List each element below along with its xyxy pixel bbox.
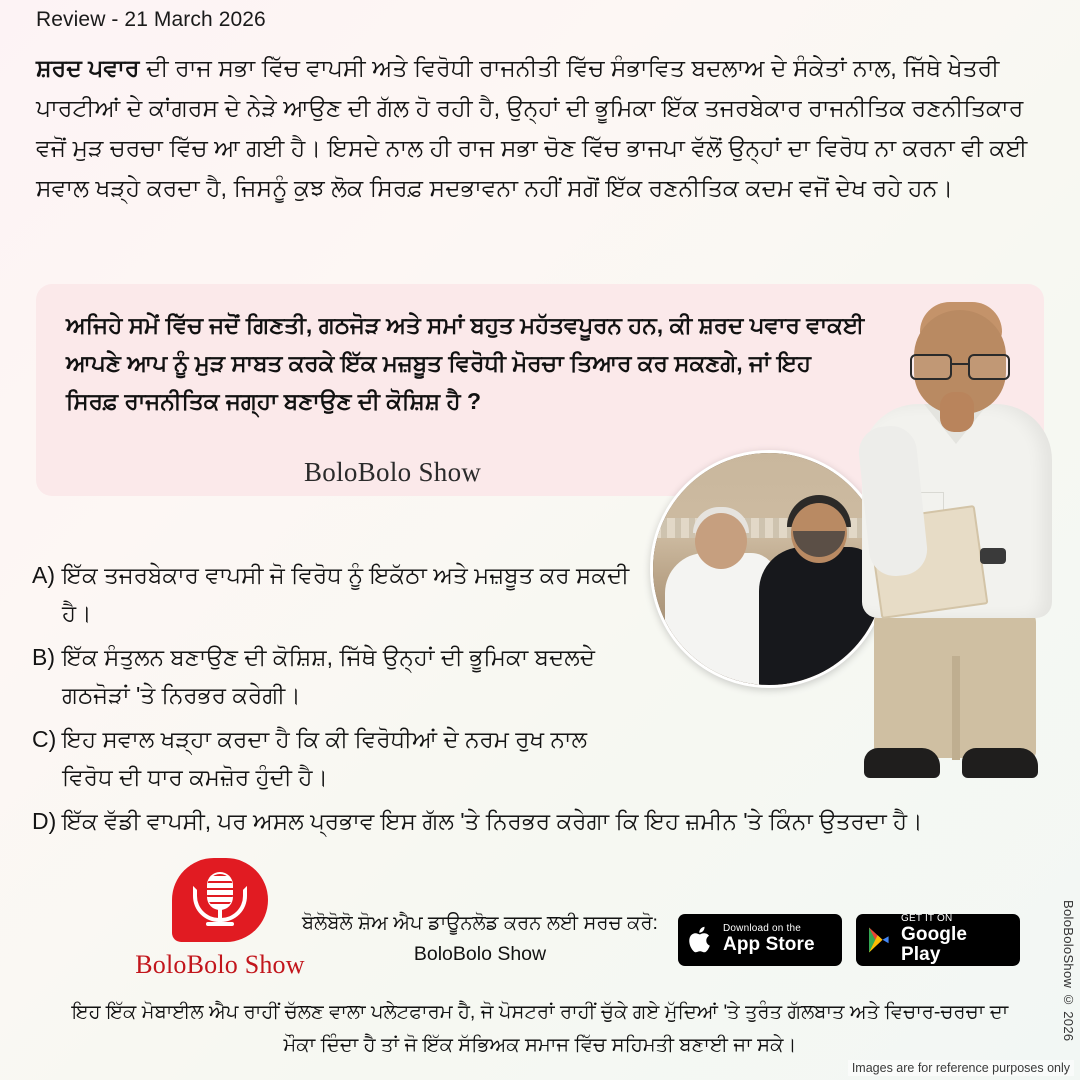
review-date-label: Review - 21 March 2026 bbox=[36, 8, 266, 31]
app-store-small-label: Download on the bbox=[723, 923, 802, 935]
mic-base-icon bbox=[206, 922, 234, 926]
option-c-text: ਇਹ ਸਵਾਲ ਖੜ੍ਹਾ ਕਰਦਾ ਹੈ ਕਿ ਕੀ ਵਿਰੋਧੀਆਂ ਦੇ ਨਰਮ ਰੁਖ ਨਾਲ ਵਿਰੋਧ ਦੀ ਧਾਰ ਕਮਜ਼ੋਰ ਹੁੰਦੀ ਹੈ। bbox=[62, 726, 588, 790]
app-store-text bbox=[723, 924, 815, 955]
cutout-glasses bbox=[908, 354, 1012, 376]
app-store-badge[interactable] bbox=[678, 914, 842, 966]
glasses-bridge bbox=[950, 363, 970, 365]
google-play-badge[interactable] bbox=[856, 914, 1020, 966]
download-prompt-label: ਬੋਲੋਬੋਲੋ ਸ਼ੋਅ ਐਪ ਡਾਊਨਲੋਡ ਕਰਨ ਲਈ ਸਰਚ ਕਰੋ: bbox=[302, 912, 658, 934]
option-a-text: ਇੱਕ ਤਜਰਬੇਕਾਰ ਵਾਪਸੀ ਜੋ ਵਿਰੋਧ ਨੂੰ ਇਕੱਠਾ ਅਤੇ ਮਜ਼ਬੂਤ ਕਰ ਸਕਦੀ ਹੈ। bbox=[62, 562, 630, 626]
option-d[interactable] bbox=[32, 802, 1048, 840]
intro-body-text: ਦੀ ਰਾਜ ਸਭਾ ਵਿੱਚ ਵਾਪਸੀ ਅਤੇ ਵਿਰੋਧੀ ਰਾਜਨੀਤੀ ਵਿੱਚ ਸੰਭਾਵਿਤ ਬਦਲਾਅ ਦੇ ਸੰਕੇਤਾਂ ਨਾਲ, ਜਿੱਥੇ ਖੇਤਰੀ ਪਾਰਟੀਆਂ ਦੇ ਕਾਂਗਰਸ ਦੇ ਨੇੜੇ ਆਉਣ ਦੀ ਗੱਲ ਹੋ ਰਹੀ ਹੈ, ਉਨ੍ਹਾਂ ਦੀ ਭੂਮਿਕਾ ਇੱਕ ਤਜਰਬੇਕਾਰ ਰਾਜਨੀਤਿਕ ਰਣਨੀਤਿਕਾਰ ਵਜੋਂ ਮੁੜ ਚਰਚਾ ਵਿੱਚ ਆ ਗਈ ਹੈ। ਇਸਦੇ ਨਾਲ ਹੀ ਰਾਜ ਸਭਾ ਚੋਣ ਵਿੱਚ ਭਾਜਪਾ ਵੱਲੋਂ ਉਨ੍ਹਾਂ ਦਾ ਵਿਰੋਧ ਨਾ ਕਰਨਾ ਵੀ ਕਈ ਸਵਾਲ ਖੜ੍ਹੇ ਕਰਦਾ ਹੈ, ਜਿਸਨੂੰ ਕੁਝ ਲੋਕ ਸਿਰਫ਼ ਸਦਭਾਵਨਾ ਨਹੀਂ ਸਗੋਂ ਇੱਕ ਰਣਨੀਤਿਕ ਕਦਮ ਵਜੋਂ ਦੇਖ ਰਹੇ ਹਨ। bbox=[36, 55, 1028, 201]
option-b-text: ਇੱਕ ਸੰਤੁਲਨ ਬਣਾਉਣ ਦੀ ਕੋਸ਼ਿਸ਼, ਜਿੱਥੇ ਉਨ੍ਹਾਂ ਦੀ ਭੂਮਿਕਾ ਬਦਲਦੇ ਗਠਜੋੜਾਂ 'ਤੇ ਨਿਰਭਰ ਕਰੇਗੀ। bbox=[62, 644, 595, 708]
card-brand-label: BoloBolo Show bbox=[304, 457, 482, 487]
option-d-text: ਇੱਕ ਵੱਡੀ ਵਾਪਸੀ, ਪਰ ਅਸਲ ਪ੍ਰਭਾਵ ਇਸ ਗੱਲ 'ਤੇ ਨਿਰਭਰ ਕਰੇਗਾ ਕਿ ਇਹ ਜ਼ਮੀਨ 'ਤੇ ਕਿੰਨਾ ਉਤਰਦਾ ਹੈ। bbox=[62, 808, 923, 834]
download-instructions bbox=[300, 908, 660, 970]
microphone-bubble-icon bbox=[172, 858, 268, 942]
option-a[interactable] bbox=[32, 556, 1048, 632]
option-b[interactable] bbox=[32, 638, 1048, 714]
option-d-letter: D) bbox=[32, 808, 57, 834]
glasses-right-lens bbox=[968, 354, 1010, 380]
google-play-big-label: Google Play bbox=[901, 923, 968, 966]
store-badges bbox=[678, 914, 1020, 966]
cutout-hand bbox=[940, 392, 974, 432]
app-store-big-label: App Store bbox=[723, 934, 815, 956]
intro-lead-name: ਸ਼ਰਦ ਪਵਾਰ bbox=[36, 55, 140, 81]
footer-note: ਇਹ ਇੱਕ ਮੋਬਾਈਲ ਐਪ ਰਾਹੀਂ ਚੱਲਣ ਵਾਲਾ ਪਲੇਟਫਾਰਮ ਹੈ, ਜੋ ਪੋਸਟਰਾਂ ਰਾਹੀਂ ਚੁੱਕੇ ਗਏ ਮੁੱਦਿਆਂ 'ਤੇ ਤੁਰੰਤ ਗੱਲਬਾਤ ਅਤੇ ਵਿਚਾਰ-ਚਰਚਾ ਦਾ ਮੌਕਾ ਦਿੰਦਾ ਹੈ ਤਾਂ ਜੋ ਇੱਕ ਸੱਭਿਅਕ ਸਮਾਜ ਵਿੱਚ ਸਹਿਮਤੀ ਬਣਾਈ ਜਾ ਸਕੇ। bbox=[71, 1001, 1009, 1056]
option-c-letter: C) bbox=[32, 726, 57, 752]
options-list bbox=[32, 556, 1048, 846]
copyright-credit: BoloBoloShow © 2026 bbox=[1061, 900, 1076, 1042]
question-text: ਅਜਿਹੇ ਸਮੇਂ ਵਿੱਚ ਜਦੋਂ ਗਿਣਤੀ, ਗਠਜੋੜ ਅਤੇ ਸਮਾਂ ਬਹੁਤ ਮਹੱਤਵਪੂਰਨ ਹਨ, ਕੀ ਸ਼ਰਦ ਪਵਾਰ ਵਾਕਈ ਆਪਣੇ ਆਪ ਨੂੰ ਮੁੜ ਸਾਬਤ ਕਰਕੇ ਇੱਕ ਮਜ਼ਬੂਤ ਵਿਰੋਧੀ ਮੋਰਚਾ ਤਿਆਰ ਕਰ ਸਕਣਗੇ, ਜਾਂ ਇਹ ਸਿਰਫ਼ ਰਾਜਨੀਤਿਕ ਜਗ੍ਹਾ ਬਣਾਉਣ ਦੀ ਕੋਸ਼ਿਸ਼ ਹੈ ? bbox=[66, 312, 865, 414]
google-play-small-label: GET IT ON bbox=[901, 913, 953, 925]
app-search-name: BoloBolo Show bbox=[413, 943, 547, 965]
glasses-left-lens bbox=[910, 354, 952, 380]
option-a-letter: A) bbox=[32, 562, 55, 588]
brand-name-label: BoloBolo Show bbox=[135, 950, 305, 979]
google-play-icon bbox=[866, 926, 892, 954]
intro-paragraph bbox=[36, 48, 1044, 208]
option-b-letter: B) bbox=[32, 644, 55, 670]
google-play-text bbox=[901, 914, 1010, 966]
footer-brand bbox=[120, 858, 320, 980]
option-c[interactable] bbox=[32, 720, 1048, 796]
apple-icon bbox=[688, 925, 714, 955]
image-reference-note: Images are for reference purposes only bbox=[848, 1060, 1074, 1076]
